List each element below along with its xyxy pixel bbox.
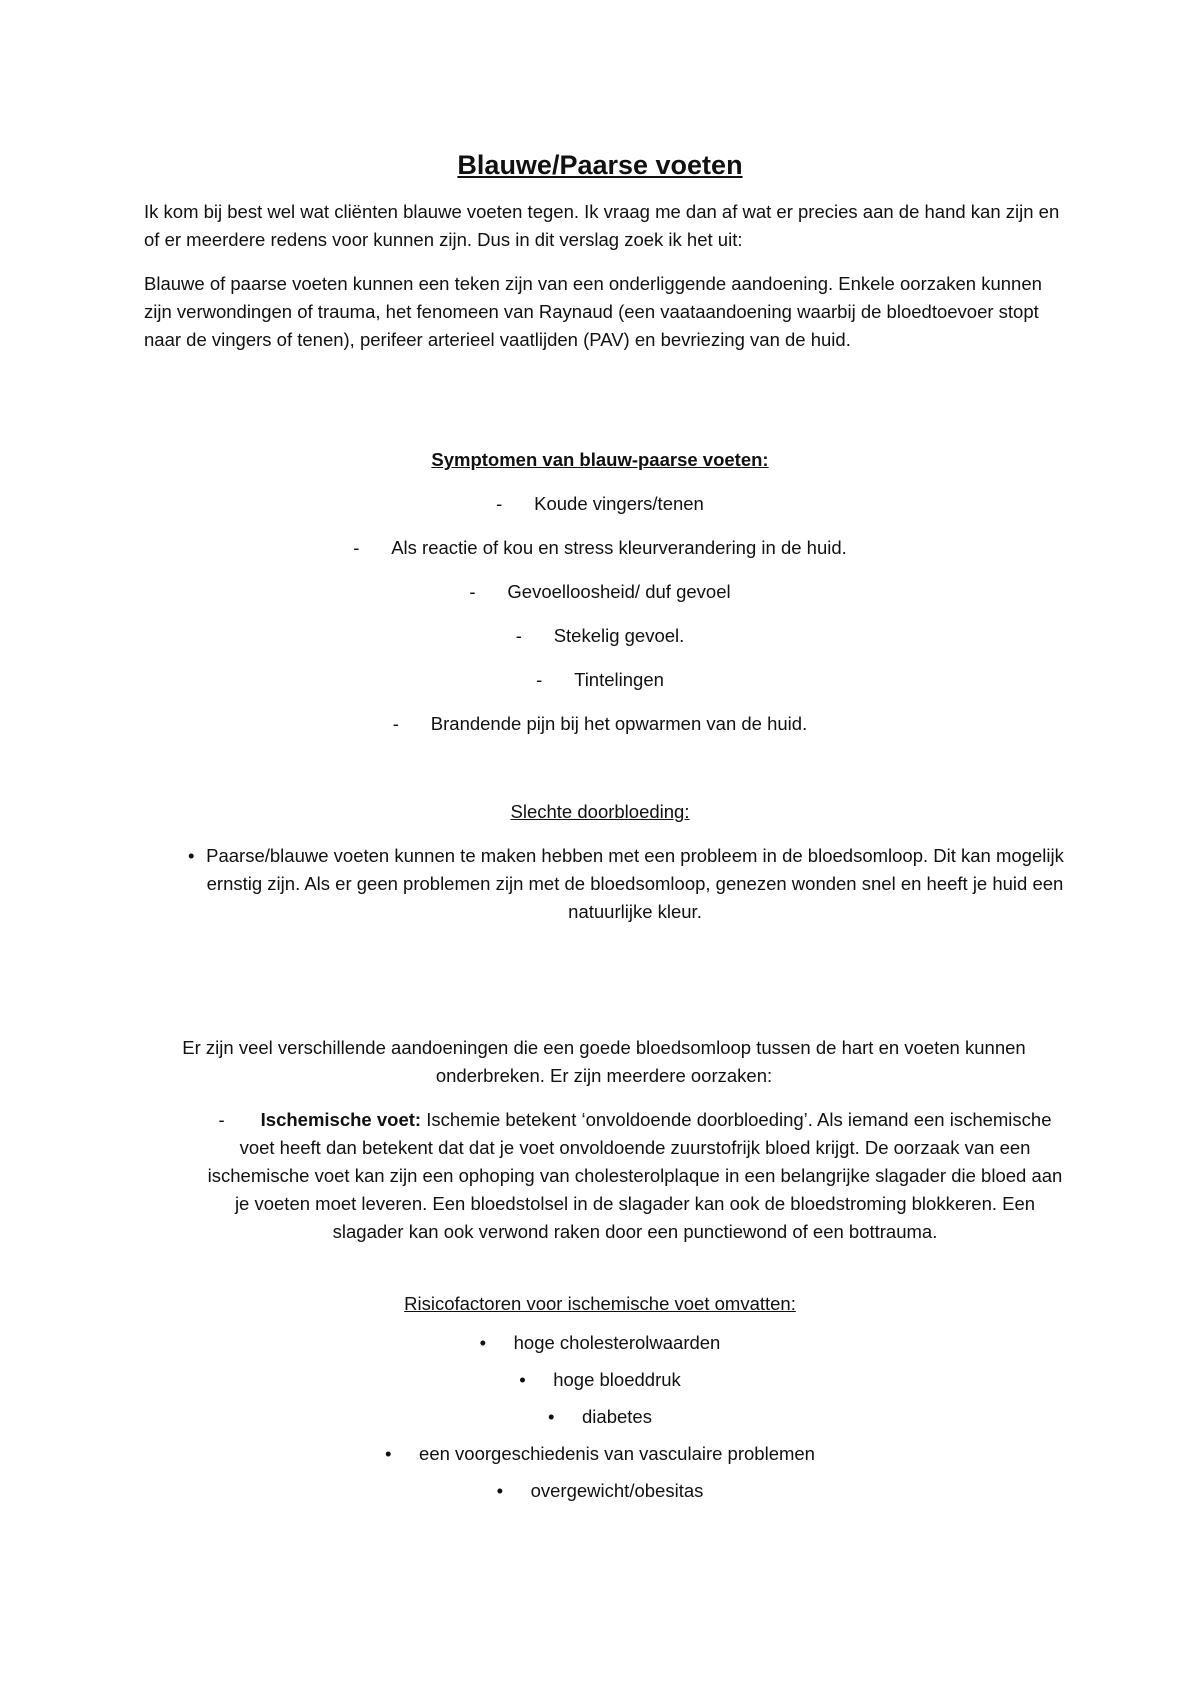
ischemic-foot-text: Ischemie betekent ‘onvoldoende doorbloeding’. Als iemand een ischemische voet heeft dan betekent dat dat je voet onvoldoende zuurstofrijk bloed krijgt. De oorzaak van een ischemische voet kan zijn een ophoping van cholesterolplaque in een belangrijke slagader die bloed aan je voeten moet leveren. Een bloedstolsel in de slagader kan ook de bloedstroming blokkeren. Een slagader kan ook verwond raken door een punctiewond of een bottrauma. bbox=[207, 1109, 1063, 1242]
symptom-text: Tintelingen bbox=[574, 669, 664, 690]
document-title: Blauwe/Paarse voeten bbox=[457, 150, 743, 180]
symptoms-heading: Symptomen van blauw-paarse voeten: bbox=[431, 449, 769, 470]
conditions-paragraph: Er zijn veel verschillende aandoeningen die een goede bloedsomloop tussen de hart en voeten kunnen onderbreken. Er zijn meerdere oorzaken: bbox=[182, 1037, 1026, 1086]
symptom-text: Gevoelloosheid/ duf gevoel bbox=[507, 581, 731, 602]
dash-marker: - bbox=[515, 625, 522, 646]
symptom-item bbox=[0, 622, 1200, 650]
ischemic-foot-item bbox=[200, 1106, 1070, 1246]
risk-item bbox=[0, 1477, 1200, 1505]
causes-paragraph: Blauwe of paarse voeten kunnen een teken zijn van een onderliggende aandoening. Enkele oorzaken kunnen zijn verwondingen of trauma, het fenomeen van Raynaud (een vaataandoening waarbij de bloedtoevoer stopt naar de vingers of tenen), perifeer arterieel vaatlijden (PAV) en bevriezing van de huid. bbox=[144, 273, 1042, 350]
bullet-marker: • bbox=[548, 1406, 555, 1427]
bullet-marker: • bbox=[519, 1369, 526, 1390]
dash-marker: - bbox=[218, 1109, 225, 1130]
bullet-marker: • bbox=[479, 1332, 487, 1353]
circulation-text: Paarse/blauwe voeten kunnen te maken hebben met een probleem in de bloedsomloop. Dit kan mogelijk ernstig zijn. Als er geen problemen zijn met de bloedsomloop, genezen wonden snel en heeft je huid een natuurlijke kleur. bbox=[206, 845, 1064, 922]
risk-item bbox=[0, 1366, 1200, 1394]
dash-marker: - bbox=[353, 537, 360, 558]
symptom-text: Brandende pijn bij het opwarmen van de huid. bbox=[430, 713, 808, 734]
risk-text: hoge bloeddruk bbox=[553, 1369, 681, 1390]
dash-marker: - bbox=[536, 669, 543, 690]
risk-item bbox=[0, 1440, 1200, 1468]
symptom-text: Als reactie of kou en stress kleurverandering in de huid. bbox=[391, 537, 847, 558]
circulation-heading: Slechte doorbloeding: bbox=[510, 801, 690, 822]
risk-item bbox=[0, 1329, 1200, 1357]
dash-marker: - bbox=[469, 581, 476, 602]
bullet-marker: • bbox=[385, 1443, 392, 1464]
symptom-item bbox=[0, 710, 1200, 738]
bullet-marker: • bbox=[188, 845, 195, 866]
symptom-item bbox=[0, 534, 1200, 562]
dash-marker: - bbox=[392, 713, 399, 734]
risk-factors-heading: Risicofactoren voor ischemische voet omvatten: bbox=[404, 1293, 796, 1314]
risk-text: hoge cholesterolwaarden bbox=[513, 1332, 721, 1353]
symptom-item bbox=[0, 578, 1200, 606]
symptom-text: Koude vingers/tenen bbox=[534, 493, 704, 514]
bullet-marker: • bbox=[496, 1480, 504, 1501]
risk-text: diabetes bbox=[582, 1406, 652, 1427]
circulation-bullet-paragraph bbox=[188, 842, 1070, 926]
symptom-item bbox=[0, 666, 1200, 694]
risk-text: overgewicht/obesitas bbox=[530, 1480, 704, 1501]
ischemic-foot-label: Ischemische voet: bbox=[260, 1109, 422, 1130]
dash-marker: - bbox=[496, 493, 503, 514]
risk-item bbox=[0, 1403, 1200, 1431]
symptom-item bbox=[0, 490, 1200, 518]
risk-text: een voorgeschiedenis van vasculaire problemen bbox=[419, 1443, 815, 1464]
symptom-text: Stekelig gevoel. bbox=[553, 625, 685, 646]
intro-paragraph: Ik kom bij best wel wat cliënten blauwe voeten tegen. Ik vraag me dan af wat er precies aan de hand kan zijn en of er meerdere redens voor kunnen zijn. Dus in dit verslag zoek ik het uit: bbox=[144, 201, 1060, 250]
